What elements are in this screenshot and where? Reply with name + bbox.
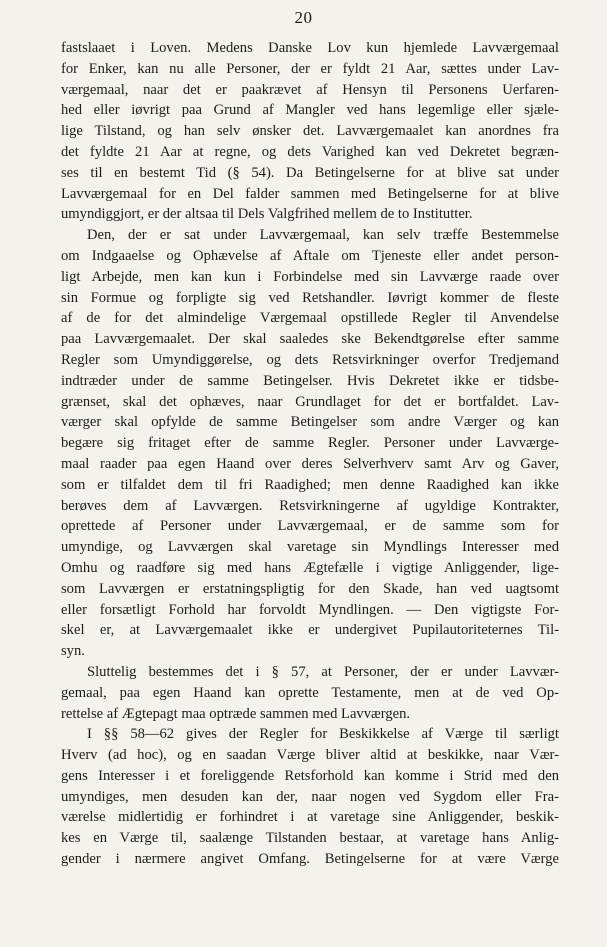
text-line: indtræder under de samme Betingelser. Hvis Dekretet ikke er tidsbe-	[61, 372, 559, 389]
text-line: som Lavværgen er erstatningspligtig for den Skade, han ved uagtsomt	[61, 580, 559, 597]
text-line: gens Interesser i et foreliggende Retsforhold kan komme i Strid med den	[61, 767, 559, 784]
text-line: værelse midlertidig er forhindret i at varetage sine Anliggender, beskik-	[61, 809, 559, 826]
text-line: om Indgaaelse og Ophævelse af Aftale om Tjeneste eller andet person-	[61, 247, 559, 264]
text-line: berøves dem af Lavværgen. Retsvirkningerne af ugyldige Kontrakter,	[61, 497, 559, 514]
text-line: ses til en bestemt Tid (§ 54). Da Betingelserne for at blive sat under	[61, 164, 559, 181]
text-line: skel er, at Lavværgemaalet ikke er undergivet Pupilautoriteternes Til-	[61, 622, 559, 639]
text-line: ligt Arbejde, men kan kun i Forbindelse med sin Lavværge raade over	[61, 268, 559, 285]
text-line: sin Formue og forpligte sig ved Retshandler. Iøvrigt kommer de fleste	[61, 289, 559, 306]
text-line: rettelse af Ægtepagt maa optræde sammen med Lavværgen.	[61, 705, 411, 722]
text-line: syn.	[61, 643, 85, 660]
text-line: hed eller iøvrigt paa Grund af Mangler ved hans legemlige eller sjæle-	[61, 102, 559, 119]
text-line: Omhu og raadføre sig med hans Ægtefælle i vigtige Anliggender, lige-	[61, 559, 559, 576]
text-line: lige Tilstand, og han selv ønsker det. Lavværgemaalet kan anordnes fra	[61, 123, 559, 140]
text-line: umyndiges, men desuden kan der, naar nogen ved Sygdom eller Fra-	[61, 788, 559, 805]
text-line: oprettede af Personer under Lavværgemaal, er de samme som for	[61, 518, 559, 535]
text-line: gemaal, paa egen Haand kan oprette Testamente, men at de ved Op-	[61, 684, 559, 701]
text-line: Hverv (ad hoc), og en saadan Værge bliver altid at beskikke, naar Vær-	[61, 747, 559, 764]
page-number: 20	[294, 8, 313, 27]
text-line: af de for det almindelige Værgemaal opstillede Regler til Anvendelse	[61, 310, 559, 327]
text-line: fastslaaet i Loven. Medens Danske Lov kun hjemlede Lavværgemaal	[61, 40, 559, 56]
text-line: gender i nærmere angivet Omfang. Betingelserne for at være Værge	[61, 851, 559, 868]
text-line: kes en Værge til, saalænge Tilstanden bestaar, at varetage hans Anlig-	[61, 830, 559, 847]
text-line: begære sig fritaget efter de samme Regler. Personer under Lavværge-	[61, 435, 559, 452]
text-line: Den, der er sat under Lavværgemaal, kan selv træffe Bestemmelse	[87, 227, 559, 244]
text-line: Lavværgemaal for en Del falder sammen med Betingelserne for at blive	[61, 185, 559, 202]
text-line: umyndige, og Lavværgen skal varetage sin Myndlings Interesser med	[61, 539, 559, 556]
text-line: Regler som Umyndiggørelse, og dets Retsvirkninger overfor Tredjemand	[61, 351, 559, 368]
text-line: umyndiggjort, er der altsaa til Dels Valgfrihed mellem de to Institutter.	[61, 206, 473, 223]
text-line: det fyldte 21 Aar at regne, og dets Varighed kan ved Dekretet begræn-	[61, 143, 559, 160]
text-line: eller forsætligt Forhold har forvoldt Myndlingen. — Den vigtigste For-	[61, 601, 559, 618]
text-line: for Enker, kan nu alle Personer, der er fyldt 21 Aar, sættes under Lav-	[61, 60, 559, 77]
text-line: som er tilfaldet dem til fri Raadighed; men denne Raadighed kan ikke	[61, 476, 559, 493]
text-line: I §§ 58—62 gives der Regler for Beskikkelse af Værge til særligt	[87, 726, 559, 743]
text-line: maal raader paa egen Haand over deres Selverhverv samt Arv og Gaver,	[61, 455, 559, 472]
text-line: værgemaal, naar det er paakrævet af Hensyn til Personens Uerfaren-	[61, 81, 559, 98]
body-text	[61, 38, 559, 870]
text-line: værger skal opfylde de samme Betingelser som andre Værger og kan	[61, 414, 559, 431]
text-line: paa Lavværgemaalet. Der skal saaledes ske Bekendtgørelse efter samme	[61, 331, 559, 348]
text-line: grænset, skal det ophæves, naar Grundlaget for det er bortfaldet. Lav-	[61, 393, 559, 410]
text-line: Sluttelig bestemmes det i § 57, at Personer, der er under Lavvær-	[87, 663, 559, 680]
